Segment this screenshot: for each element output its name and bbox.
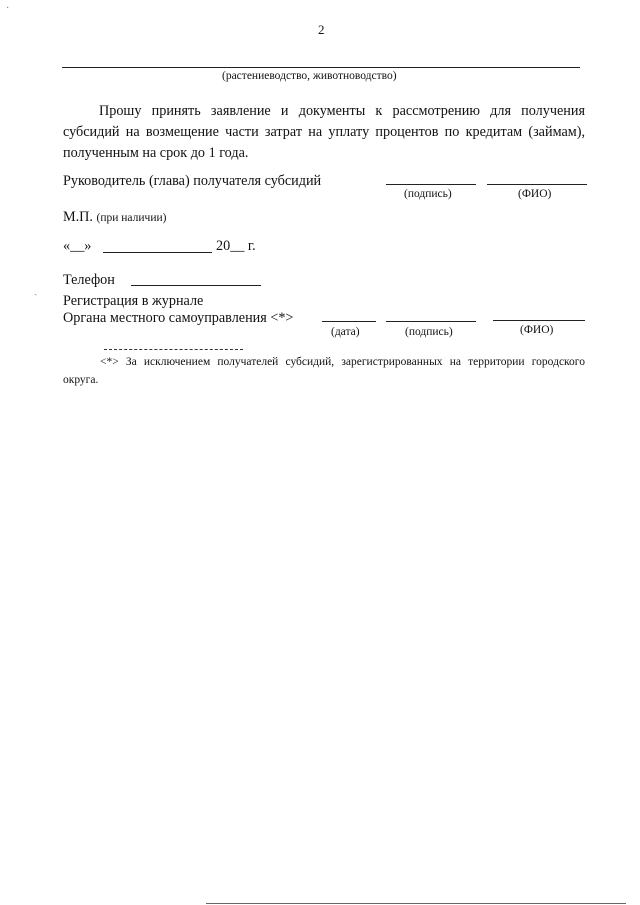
stamp-label	[63, 209, 166, 226]
branch-caption: (растениеводство, животноводство)	[222, 70, 397, 82]
registration-line2: Органа местного самоуправления <*>	[63, 310, 294, 326]
registration-signature-line	[386, 321, 476, 322]
head-label: Руководитель (глава) получателя субсидий	[63, 173, 322, 189]
registration-date-caption: (дата)	[331, 326, 360, 338]
scan-mark-left: ˎ	[34, 285, 38, 296]
head-signature-line	[386, 184, 476, 185]
footnote-separator	[104, 349, 243, 350]
request-paragraph: Прошу принять заявление и документы к рассмотрению для получения субсидий на возмещение части затрат на уплату процентов по кредитам (займам), полученным на срок до 1 года.	[63, 103, 585, 161]
date-month-line	[103, 252, 212, 253]
head-signature-caption: (подпись)	[404, 188, 452, 200]
date-year-suffix: г.	[247, 238, 256, 254]
date-year-prefix: 20__	[216, 238, 245, 254]
registration-name-line	[493, 320, 585, 321]
registration-signature-caption: (подпись)	[405, 326, 453, 338]
date-day-field: «__»	[63, 238, 92, 254]
footnote-text: <*> За исключением получателей субсидий, зарегистрированных на территории городского округа.	[63, 356, 585, 386]
registration-date-line	[322, 321, 376, 322]
head-name-caption: (ФИО)	[518, 188, 552, 200]
stamp-label-text: М.П.	[63, 209, 93, 225]
date-line	[63, 238, 91, 255]
stamp-note: (при наличии)	[96, 212, 167, 224]
head-name-line	[487, 184, 587, 185]
branch-line	[62, 67, 580, 68]
date-year	[216, 238, 256, 255]
registration-line1: Регистрация в журнале	[63, 293, 204, 309]
registration-name-caption: (ФИО)	[520, 324, 554, 336]
phone-line	[131, 285, 261, 286]
phone-label: Телефон	[63, 272, 115, 288]
scan-mark-top: ·	[6, 3, 10, 14]
bottom-edge-line	[206, 903, 626, 904]
page-number: 2	[318, 22, 325, 37]
